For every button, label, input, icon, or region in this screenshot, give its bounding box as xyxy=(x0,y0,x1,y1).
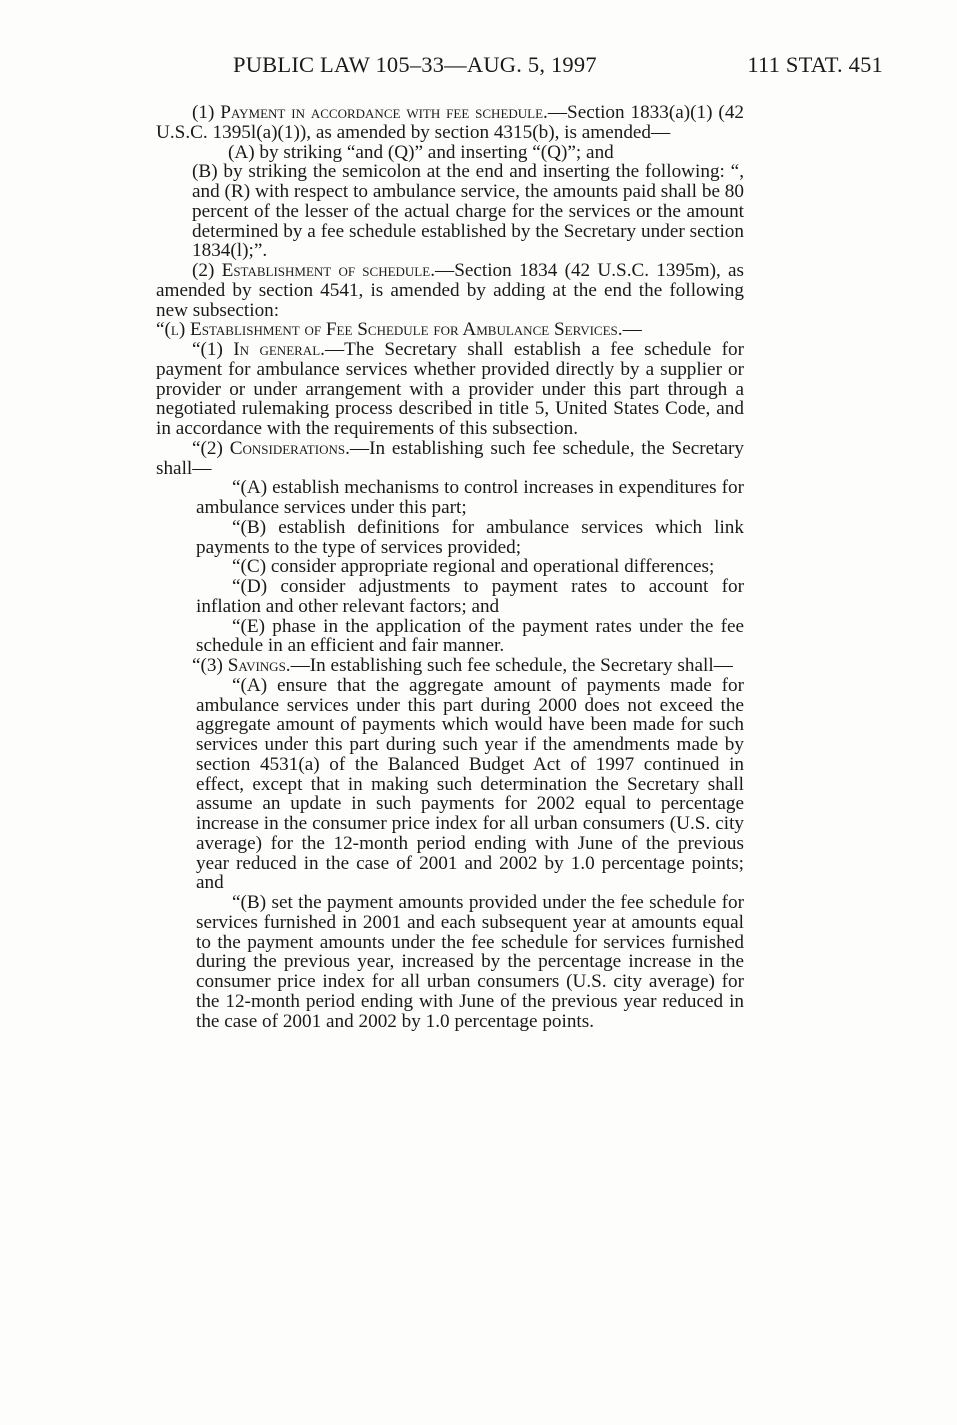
paragraph-1 xyxy=(156,103,744,143)
subsection-l-2-heading: Considerations. xyxy=(229,437,350,459)
subsection-l-2-number: “(2) xyxy=(192,437,230,459)
subsection-l-2-c: “(C) consider appropriate regional and operational differences; xyxy=(232,556,715,578)
subsection-l-1-text: —The Secretary shall establish a fee schedule for payment for ambulance services whether provided directly by a supplier or provider or under arrangement with a provider under this part through a negotiated rulemaking process described in title 5, United States Code, and in accordance with the requirements of this subsection. xyxy=(156,339,745,439)
subsection-l-1-heading: In general. xyxy=(233,339,325,360)
subsection-l-2 xyxy=(156,439,744,479)
header-public-law: PUBLIC LAW 105–33—AUG. 5, 1997 xyxy=(233,52,597,77)
subsection-l-2-d: “(D) consider adjustments to payment rates to account for inflation and other relevant factors; and xyxy=(196,576,744,617)
subsection-l-1-number: “(1) xyxy=(192,339,234,360)
paragraph-2-number: (2) xyxy=(192,260,222,281)
subsection-l-3-b: “(B) set the payment amounts provided under the fee schedule for services furnished in 2001 and each subsequent year at amounts equal to the payment amounts under the fee schedule for services furnished during the previous year, increased by the percentage increase in the consumer price index for all urban consumers (U.S. city average) for the 12-month period ending with June of the previous year reduced in the case of 2001 and 2002 by 1.0 percentage points. xyxy=(196,892,744,1032)
paragraph-2 xyxy=(156,261,744,320)
subsection-l-3-heading: Savings. xyxy=(227,655,291,676)
subsection-l-heading-text: “(l) Establishment of Fee Schedule for Ambulance Services.— xyxy=(156,319,642,341)
subsection-l-3-a: “(A) ensure that the aggregate amount of payments made for ambulance services under this part during 2000 does not exceed the aggregate amount of payments which would have been made for such services under this part during such year if the amendments made by section 4531(a) of the Balanced Budget Act of 1997 continued in effect, except that in making such determination the Secretary shall assume an update in such payments for 2002 equal to percentage increase in the consumer price index for all urban consumers (U.S. city average) for the 12-month period ending with June of the previous year reduced in the case of 2001 and 2002 by 1.0 percentage points; and xyxy=(196,674,744,894)
subsection-l-3-number: “(3) xyxy=(192,655,228,676)
subsection-l-heading xyxy=(156,320,744,340)
statute-body xyxy=(156,103,744,1031)
paragraph-2-heading: Establishment of schedule. xyxy=(221,260,435,281)
subsection-l-1 xyxy=(156,340,744,439)
paragraph-2-text: —Section 1834 (42 U.S.C. 1395m), as amended by section 4541, is amended by adding at the end the following new subsection: xyxy=(156,260,745,321)
paragraph-1-b-text: (B) by striking the semicolon at the end and inserting the following: “, and (R) with respect to ambulance service, the amounts paid shall be 80 percent of the lesser of the actual charge for the services or the amount determined by a fee schedule established by the Secretary under section 1834(l);”. xyxy=(192,161,744,262)
header-stat-page: 111 STAT. 451 xyxy=(747,52,883,77)
paragraph-1-number: (1) xyxy=(192,102,221,123)
paragraph-1-a: (A) by striking “and (Q)” and inserting “(Q)”; and xyxy=(228,141,614,163)
subsection-l-3-text: —In establishing such fee schedule, the Secretary shall— xyxy=(290,655,733,676)
paragraph-1-heading: Payment in accordance with fee schedule. xyxy=(220,102,548,123)
paragraph-1-text: —Section 1833(a)(1) (42 U.S.C. 1395l(a)(1)), as amended by section 4315(b), is amended— xyxy=(156,102,745,143)
running-head xyxy=(233,52,883,86)
subsection-l-2-b: “(B) establish definitions for ambulance services which link payments to the type of services provided; xyxy=(196,516,744,558)
subsection-l-2-text: —In establishing such fee schedule, the Secretary shall— xyxy=(156,437,744,479)
subsection-l-2-e: “(E) phase in the application of the payment rates under the fee schedule in an efficient and fair manner. xyxy=(196,615,744,657)
paragraph-1-b xyxy=(192,162,744,261)
subsection-l-3 xyxy=(156,656,744,676)
subsection-l-2-a: “(A) establish mechanisms to control increases in expenditures for ambulance services under this part; xyxy=(196,477,744,518)
